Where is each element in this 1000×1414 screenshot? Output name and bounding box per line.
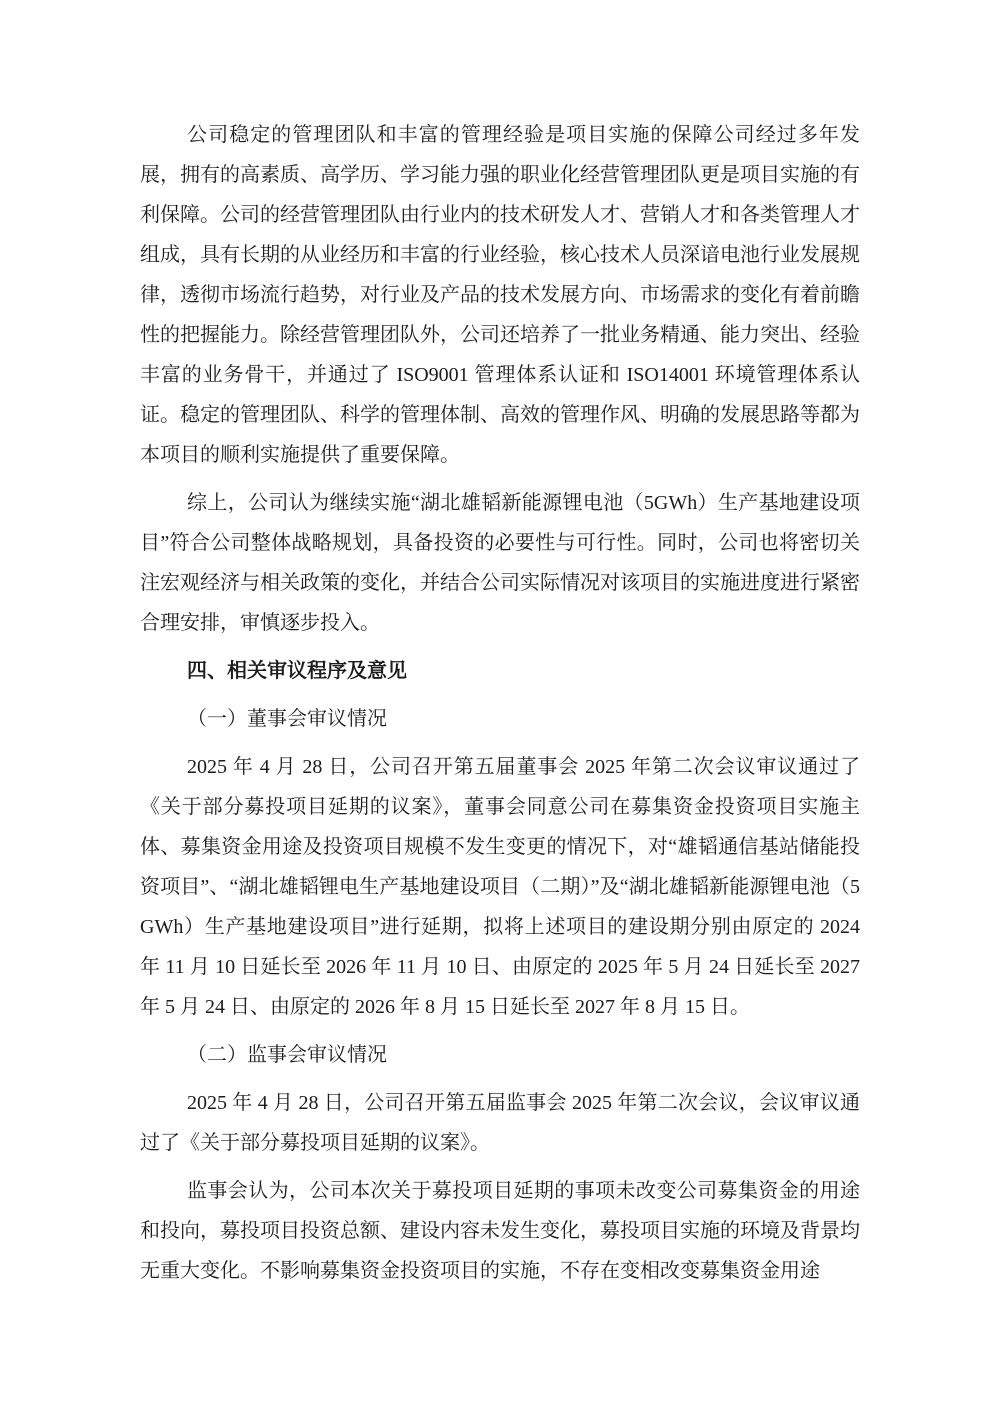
body-paragraph-supervisory-opinion: 监事会认为，公司本次关于募投项目延期的事项未改变公司募集资金的用途和投向，募投项目投资总额、建设内容未发生变化，募投项目实施的环境及背景均无重大变化。不影响募集资金投资项目的实施，不存在变相改变募集资金用途 [140, 1180, 860, 1282]
body-paragraph-supervisory-resolution: 2025 年 4 月 28 日，公司召开第五届监事会 2025 年第二次会议，会议审议通过了《关于部分募投项目延期的议案》。 [140, 1092, 860, 1154]
body-paragraph-management-team: 公司稳定的管理团队和丰富的管理经验是项目实施的保障公司经过多年发展，拥有的高素质、高学历、学习能力强的职业化经营管理团队更是项目实施的有利保障。公司的经营管理团队由行业内的技术研发人才、营销人才和各类管理人才组成，具有长期的从业经历和丰富的行业经验，核心技术人员深谙电池行业发展规律，透彻市场流行趋势，对行业及产品的技术发展方向、市场需求的变化有着前瞻性的把握能力。除经营管理团队外，公司还培养了一批业务精通、能力突出、经验丰富的业务骨干，并通过了 ISO9001 管理体系认证和 ISO14001 环境管理体系认证。稳定的管理团队、科学的管理体制、高效的管理作风、明确的发展思路等都为本项目的顺利实施提供了重要保障。 [140, 124, 860, 466]
subsection-heading-board-review: （一）董事会审议情况 [187, 708, 387, 730]
subsection-heading-supervisory-review: （二）监事会审议情况 [187, 1044, 387, 1066]
body-paragraph-conclusion: 综上，公司认为继续实施“湖北雄韬新能源锂电池（5GWh）生产基地建设项目”符合公司整体战略规划，具备投资的必要性与可行性。同时，公司也将密切关注宏观经济与相关政策的变化，并结合公司实际情况对该项目的实施进度进行紧密合理安排，审慎逐步投入。 [140, 492, 860, 634]
section-heading-review-procedures: 四、相关审议程序及意见 [187, 660, 407, 682]
body-paragraph-board-resolution: 2025 年 4 月 28 日，公司召开第五届董事会 2025 年第二次会议审议通过了《关于部分募投项目延期的议案》，董事会同意公司在募集资金投资项目实施主体、募集资金用途及投资项目规模不发生变更的情况下，对“雄韬通信基站储能投资项目”、“湖北雄韬锂电生产基地建设项目（二期）”及“湖北雄韬新能源锂电池（5GWh）生产基地建设项目”进行延期，拟将上述项目的建设期分别由原定的 2024 年 11 月 10 日延长至 2026 年 11 月 10 日、由原定的 2025 年 5 月 24 日延长至 2027 年 5 月 24 日、由原定的 2026 年 8 月 15 日延长至 2027 年 8 月 15 日。 [140, 756, 860, 1018]
